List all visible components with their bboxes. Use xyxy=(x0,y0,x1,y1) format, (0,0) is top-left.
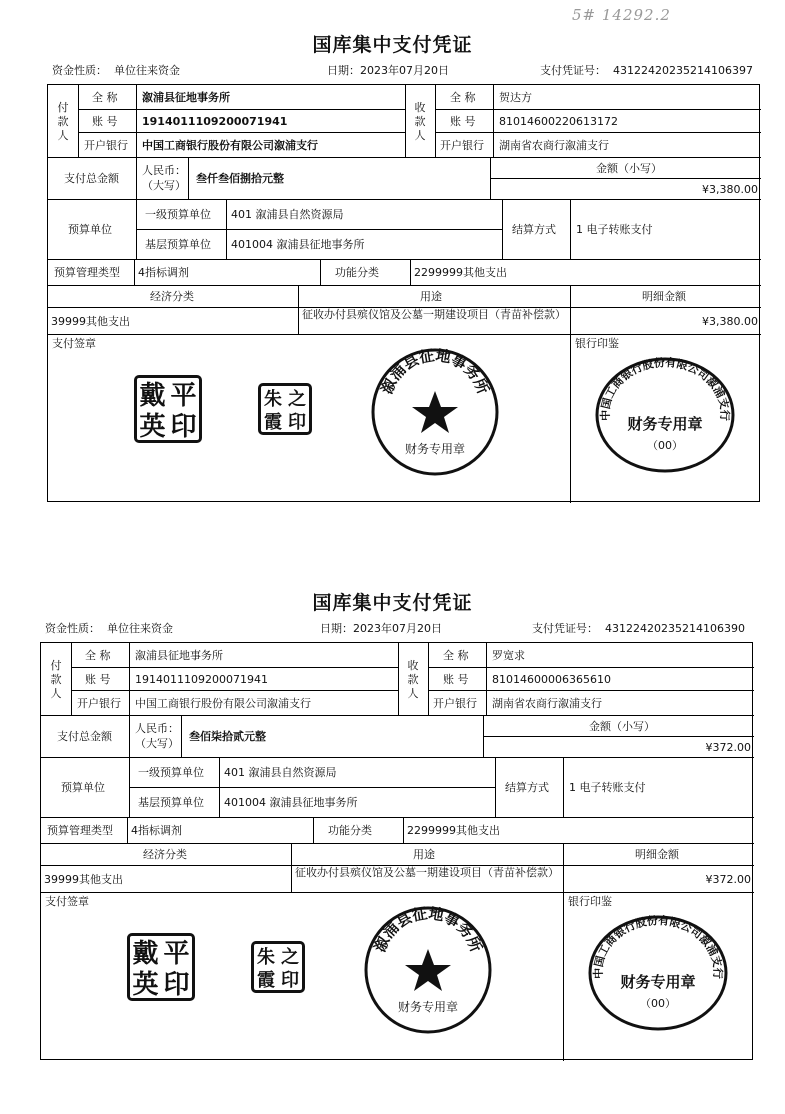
payee-fullname-label: 全 称 xyxy=(443,649,469,662)
settle-method: 1 电子转账支付 xyxy=(569,781,646,794)
mgmt-type: 4指标调剂 xyxy=(138,266,189,279)
payer-fullname-label: 全 称 xyxy=(92,91,118,104)
sign-label: 支付签章 xyxy=(45,895,89,908)
svg-text:中国工商银行股份有限公司溆浦支行: 中国工商银行股份有限公司溆浦支行 xyxy=(598,356,732,421)
svg-text:财务专用章: 财务专用章 xyxy=(620,973,696,991)
fund-nature: 资金性质： 单位往来资金 xyxy=(52,64,180,77)
primary-unit: 401 溆浦县自然资源局 xyxy=(231,208,344,221)
voucher-table xyxy=(40,642,753,1060)
amount-small-label: 金额（小写） xyxy=(596,162,662,175)
mgmt-type-label: 预算管理类型 xyxy=(47,824,113,837)
svg-text:溆浦县征地事务所: 溆浦县征地事务所 xyxy=(370,905,486,955)
payee-label: 收 款 人 xyxy=(414,101,426,142)
svg-text:财务专用章: 财务专用章 xyxy=(627,415,703,433)
rmb-sub-label: （大写） xyxy=(142,179,186,192)
base-unit: 401004 溆浦县征地事务所 xyxy=(224,796,358,809)
payer-name: 溆浦县征地事务所 xyxy=(142,91,230,104)
settle-method: 1 电子转账支付 xyxy=(576,223,653,236)
voucher-number: 支付凭证号： 4312242023521410639​7 xyxy=(540,64,753,77)
payee-fullname-label: 全 称 xyxy=(450,91,476,104)
svg-text:中国工商银行股份有限公司溆浦支行: 中国工商银行股份有限公司溆浦支行 xyxy=(591,914,725,979)
primary-unit-label: 一级预算单位 xyxy=(138,766,204,779)
voucher-2 xyxy=(0,558,785,1088)
bank-seal xyxy=(593,355,737,475)
func-label: 功能分类 xyxy=(328,824,372,837)
usage: 征收办付县殡仪馆及公墓一期建设项目（青苗补偿款） xyxy=(295,866,559,879)
amount-words: 叁佰柒拾贰元整 xyxy=(189,730,266,743)
detail-label: 明细金额 xyxy=(635,848,679,861)
svg-text:财务专用章: 财务专用章 xyxy=(397,1000,459,1014)
payer-label: 付 款 人 xyxy=(50,659,62,700)
personal-seal-2: 之 朱 印 霞 xyxy=(251,941,305,993)
usage-label: 用途 xyxy=(420,290,442,303)
amount-small: ¥372.00 xyxy=(705,741,751,754)
date: 日期：2023年07月20日 xyxy=(320,622,442,635)
personal-seal-1: 平 戴 印 英 xyxy=(127,933,195,1001)
fund-nature: 资金性质： 单位往来资金 xyxy=(45,622,173,635)
func-class: 2299999其他支出 xyxy=(414,266,507,279)
payee-bank: 湖南省农商行溆浦支行 xyxy=(492,697,602,710)
svg-text:（00）: （00） xyxy=(647,439,683,452)
base-unit: 401004 溆浦县征地事务所 xyxy=(231,238,365,251)
voucher-title: 国库集中支付凭证 xyxy=(312,592,473,614)
svg-text:溆浦县征地事务所: 溆浦县征地事务所 xyxy=(377,347,493,397)
amount-small: ¥3,380.00 xyxy=(702,183,758,196)
svg-text:（00）: （00） xyxy=(640,997,676,1010)
payee-bank: 湖南省农商行溆浦支行 xyxy=(499,139,609,152)
payer-fullname-label: 全 称 xyxy=(85,649,111,662)
finance-seal xyxy=(363,905,493,1035)
payee-label: 收 款 人 xyxy=(407,659,419,700)
total-label: 支付总金额 xyxy=(57,730,112,743)
base-unit-label: 基层预算单位 xyxy=(145,238,211,251)
settle-label: 结算方式 xyxy=(512,223,556,236)
econ-label: 经济分类 xyxy=(150,290,194,303)
payer-name: 溆浦县征地事务所 xyxy=(135,649,223,662)
payer-bank-label: 开户银行 xyxy=(77,697,121,710)
settle-label: 结算方式 xyxy=(505,781,549,794)
budget-unit-label: 预算单位 xyxy=(61,781,105,794)
payee-account: 81014600006365610 xyxy=(492,673,611,686)
payee-name: 贺达方 xyxy=(499,91,532,104)
primary-unit: 401 溆浦县自然资源局 xyxy=(224,766,337,779)
primary-unit-label: 一级预算单位 xyxy=(145,208,211,221)
payee-account-label: 账 号 xyxy=(450,115,476,128)
payer-bank: 中国工商银行股份有限公司溆浦支行 xyxy=(135,697,311,710)
econ-class: 39999其他支出 xyxy=(44,873,123,886)
payer-account-label: 账 号 xyxy=(85,673,111,686)
econ-class: 39999其他支出 xyxy=(51,315,130,328)
payer-account: 1914011109200071941 xyxy=(142,115,288,128)
mgmt-type-label: 预算管理类型 xyxy=(54,266,120,279)
date: 日期：2023年07月20日 xyxy=(327,64,449,77)
payee-account: 81014600220613172 xyxy=(499,115,618,128)
base-unit-label: 基层预算单位 xyxy=(138,796,204,809)
amount-small-label: 金额（小写） xyxy=(589,720,655,733)
voucher-table xyxy=(47,84,760,502)
rmb-sub-label: （大写） xyxy=(135,737,179,750)
bank-seal xyxy=(586,913,730,1033)
finance-seal xyxy=(370,347,500,477)
svg-text:财务专用章: 财务专用章 xyxy=(404,442,466,456)
voucher-title: 国库集中支付凭证 xyxy=(312,34,473,56)
econ-label: 经济分类 xyxy=(143,848,187,861)
payee-bank-label: 开户银行 xyxy=(433,697,477,710)
personal-seal-2: 之 朱 印 霞 xyxy=(258,383,312,435)
payer-account: 1914011109200071941 xyxy=(135,673,268,686)
payer-account-label: 账 号 xyxy=(92,115,118,128)
bank-seal-label: 银行印鉴 xyxy=(575,337,619,350)
bank-seal-label: 银行印鉴 xyxy=(568,895,612,908)
amount-words: 叁仟叁佰捌拾元整 xyxy=(196,172,284,185)
payer-label: 付 款 人 xyxy=(57,101,69,142)
payer-bank-label: 开户银行 xyxy=(84,139,128,152)
handwritten-note: 5# 14292.2 xyxy=(572,6,671,24)
detail-amount: ¥3,380.00 xyxy=(702,315,758,328)
detail-label: 明细金额 xyxy=(642,290,686,303)
payee-name: 罗宽求 xyxy=(492,649,525,662)
voucher-1 xyxy=(0,0,785,530)
budget-unit-label: 预算单位 xyxy=(68,223,112,236)
total-label: 支付总金额 xyxy=(64,172,119,185)
usage-label: 用途 xyxy=(413,848,435,861)
func-label: 功能分类 xyxy=(335,266,379,279)
personal-seal-1: 平 戴 印 英 xyxy=(134,375,202,443)
mgmt-type: 4指标调剂 xyxy=(131,824,182,837)
sign-label: 支付签章 xyxy=(52,337,96,350)
payer-bank: 中国工商银行股份有限公司溆浦支行 xyxy=(142,139,318,152)
voucher-number: 支付凭证号： 43122420235214106390 xyxy=(532,622,745,635)
payee-bank-label: 开户银行 xyxy=(440,139,484,152)
func-class: 2299999其他支出 xyxy=(407,824,500,837)
payee-account-label: 账 号 xyxy=(443,673,469,686)
rmb-label: 人民币： xyxy=(142,164,186,177)
detail-amount: ¥372.00 xyxy=(705,873,751,886)
rmb-label: 人民币： xyxy=(135,722,179,735)
usage: 征收办付县殡仪馆及公墓一期建设项目（青苗补偿款） xyxy=(302,308,566,321)
